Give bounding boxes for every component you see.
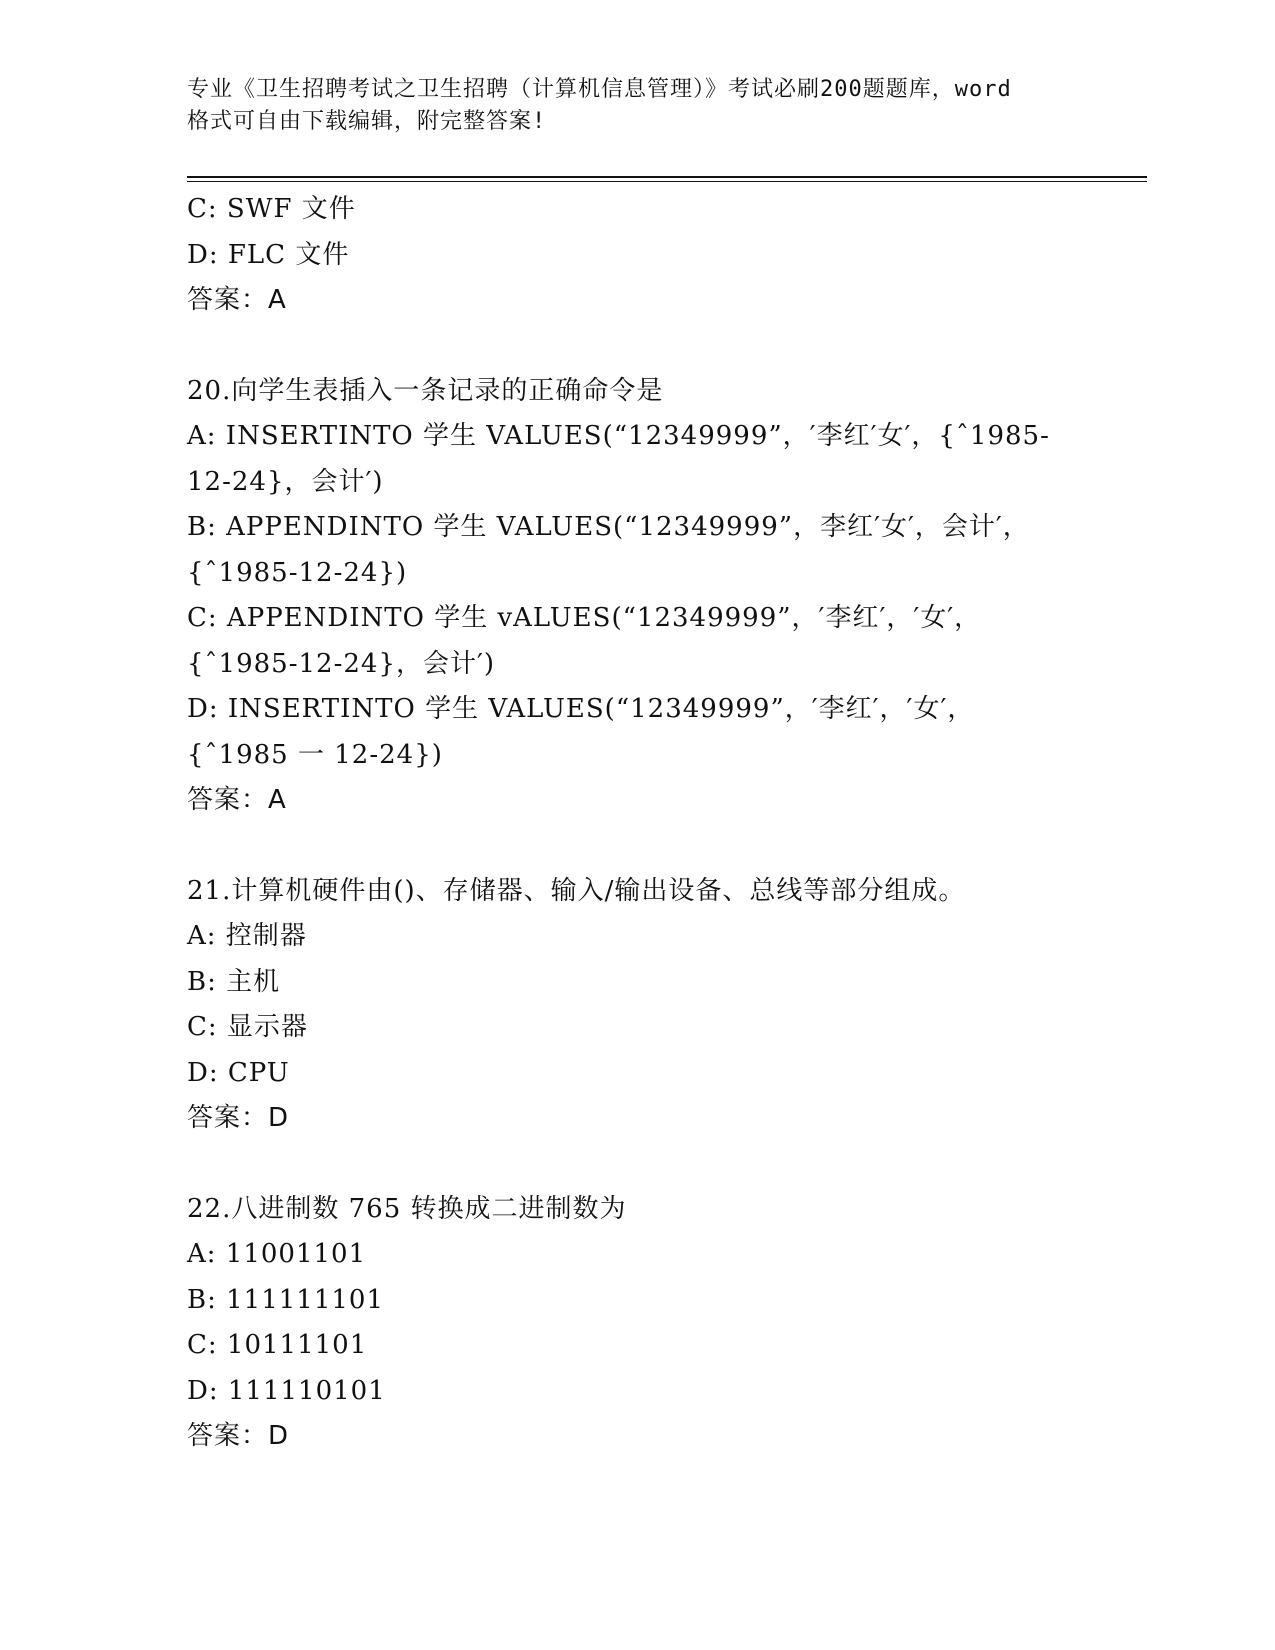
option-d: D: 111110101 xyxy=(187,1375,386,1406)
answer-line: 答案：D xyxy=(187,1103,290,1133)
answer-line: 答案：D xyxy=(187,1421,290,1451)
option-a: A: 控制器 xyxy=(187,921,307,951)
document-page xyxy=(187,0,1147,1650)
option-d: D: CPU xyxy=(187,1057,290,1088)
answer-line: 答案：A xyxy=(187,285,287,315)
option-b-line-2: {ˆ1985-12-24}) xyxy=(187,557,408,588)
spacer xyxy=(187,324,1087,369)
spacer xyxy=(187,824,1087,869)
option-b: B: 111111101 xyxy=(187,1284,385,1315)
option-d: D: FLC 文件 xyxy=(187,239,350,270)
option-d-line-1: D: INSERTINTO 学生 VALUES(“12349999”，′李红′，′女′， xyxy=(187,694,975,724)
option-c: C: 10111101 xyxy=(187,1330,368,1360)
question-22 xyxy=(187,1187,1087,1460)
answer-line: 答案：A xyxy=(187,785,287,815)
option-c: C: 显示器 xyxy=(187,1012,308,1042)
header-rule-thick xyxy=(187,176,1147,178)
option-b-line-1: B: APPENDINTO 学生 VALUES(“12349999”，李红′女′，会计′， xyxy=(187,512,1030,542)
question-20 xyxy=(187,369,1087,824)
option-a: A: 11001101 xyxy=(187,1239,367,1269)
header-line-1: 专业《卫生招聘考试之卫生招聘（计算机信息管理）》考试必刷200题题库，word xyxy=(187,77,1012,102)
option-d-line-2: {ˆ1985 一 12-24}) xyxy=(187,739,443,770)
option-a-line-1: A: INSERTINTO 学生 VALUES(“12349999”，′李红′女′，{ˆ1985- xyxy=(187,421,1050,451)
header-rule-thin xyxy=(187,181,1147,182)
question-19-tail xyxy=(187,187,1087,324)
option-b: B: 主机 xyxy=(187,966,281,997)
option-c: C: SWF 文件 xyxy=(187,194,356,224)
question-text: 22.八进制数 765 转换成二进制数为 xyxy=(187,1193,627,1224)
question-text: 21.计算机硬件由()、存储器、输入/输出设备、总线等部分组成。 xyxy=(187,875,966,906)
page-header xyxy=(187,74,1087,138)
question-21 xyxy=(187,869,1087,1142)
spacer xyxy=(187,1142,1087,1187)
option-c-line-1: C: APPENDINTO 学生 vALUES(“12349999”，′李红′，′女′， xyxy=(187,603,982,633)
header-line-2: 格式可自由下载编辑，附完整答案! xyxy=(187,109,547,134)
option-c-line-2: {ˆ1985-12-24}，会计′) xyxy=(187,648,496,679)
question-text: 20.向学生表插入一条记录的正确命令是 xyxy=(187,375,664,406)
question-content xyxy=(187,187,1087,1460)
option-a-line-2: 12-24}，会计′) xyxy=(187,466,384,497)
